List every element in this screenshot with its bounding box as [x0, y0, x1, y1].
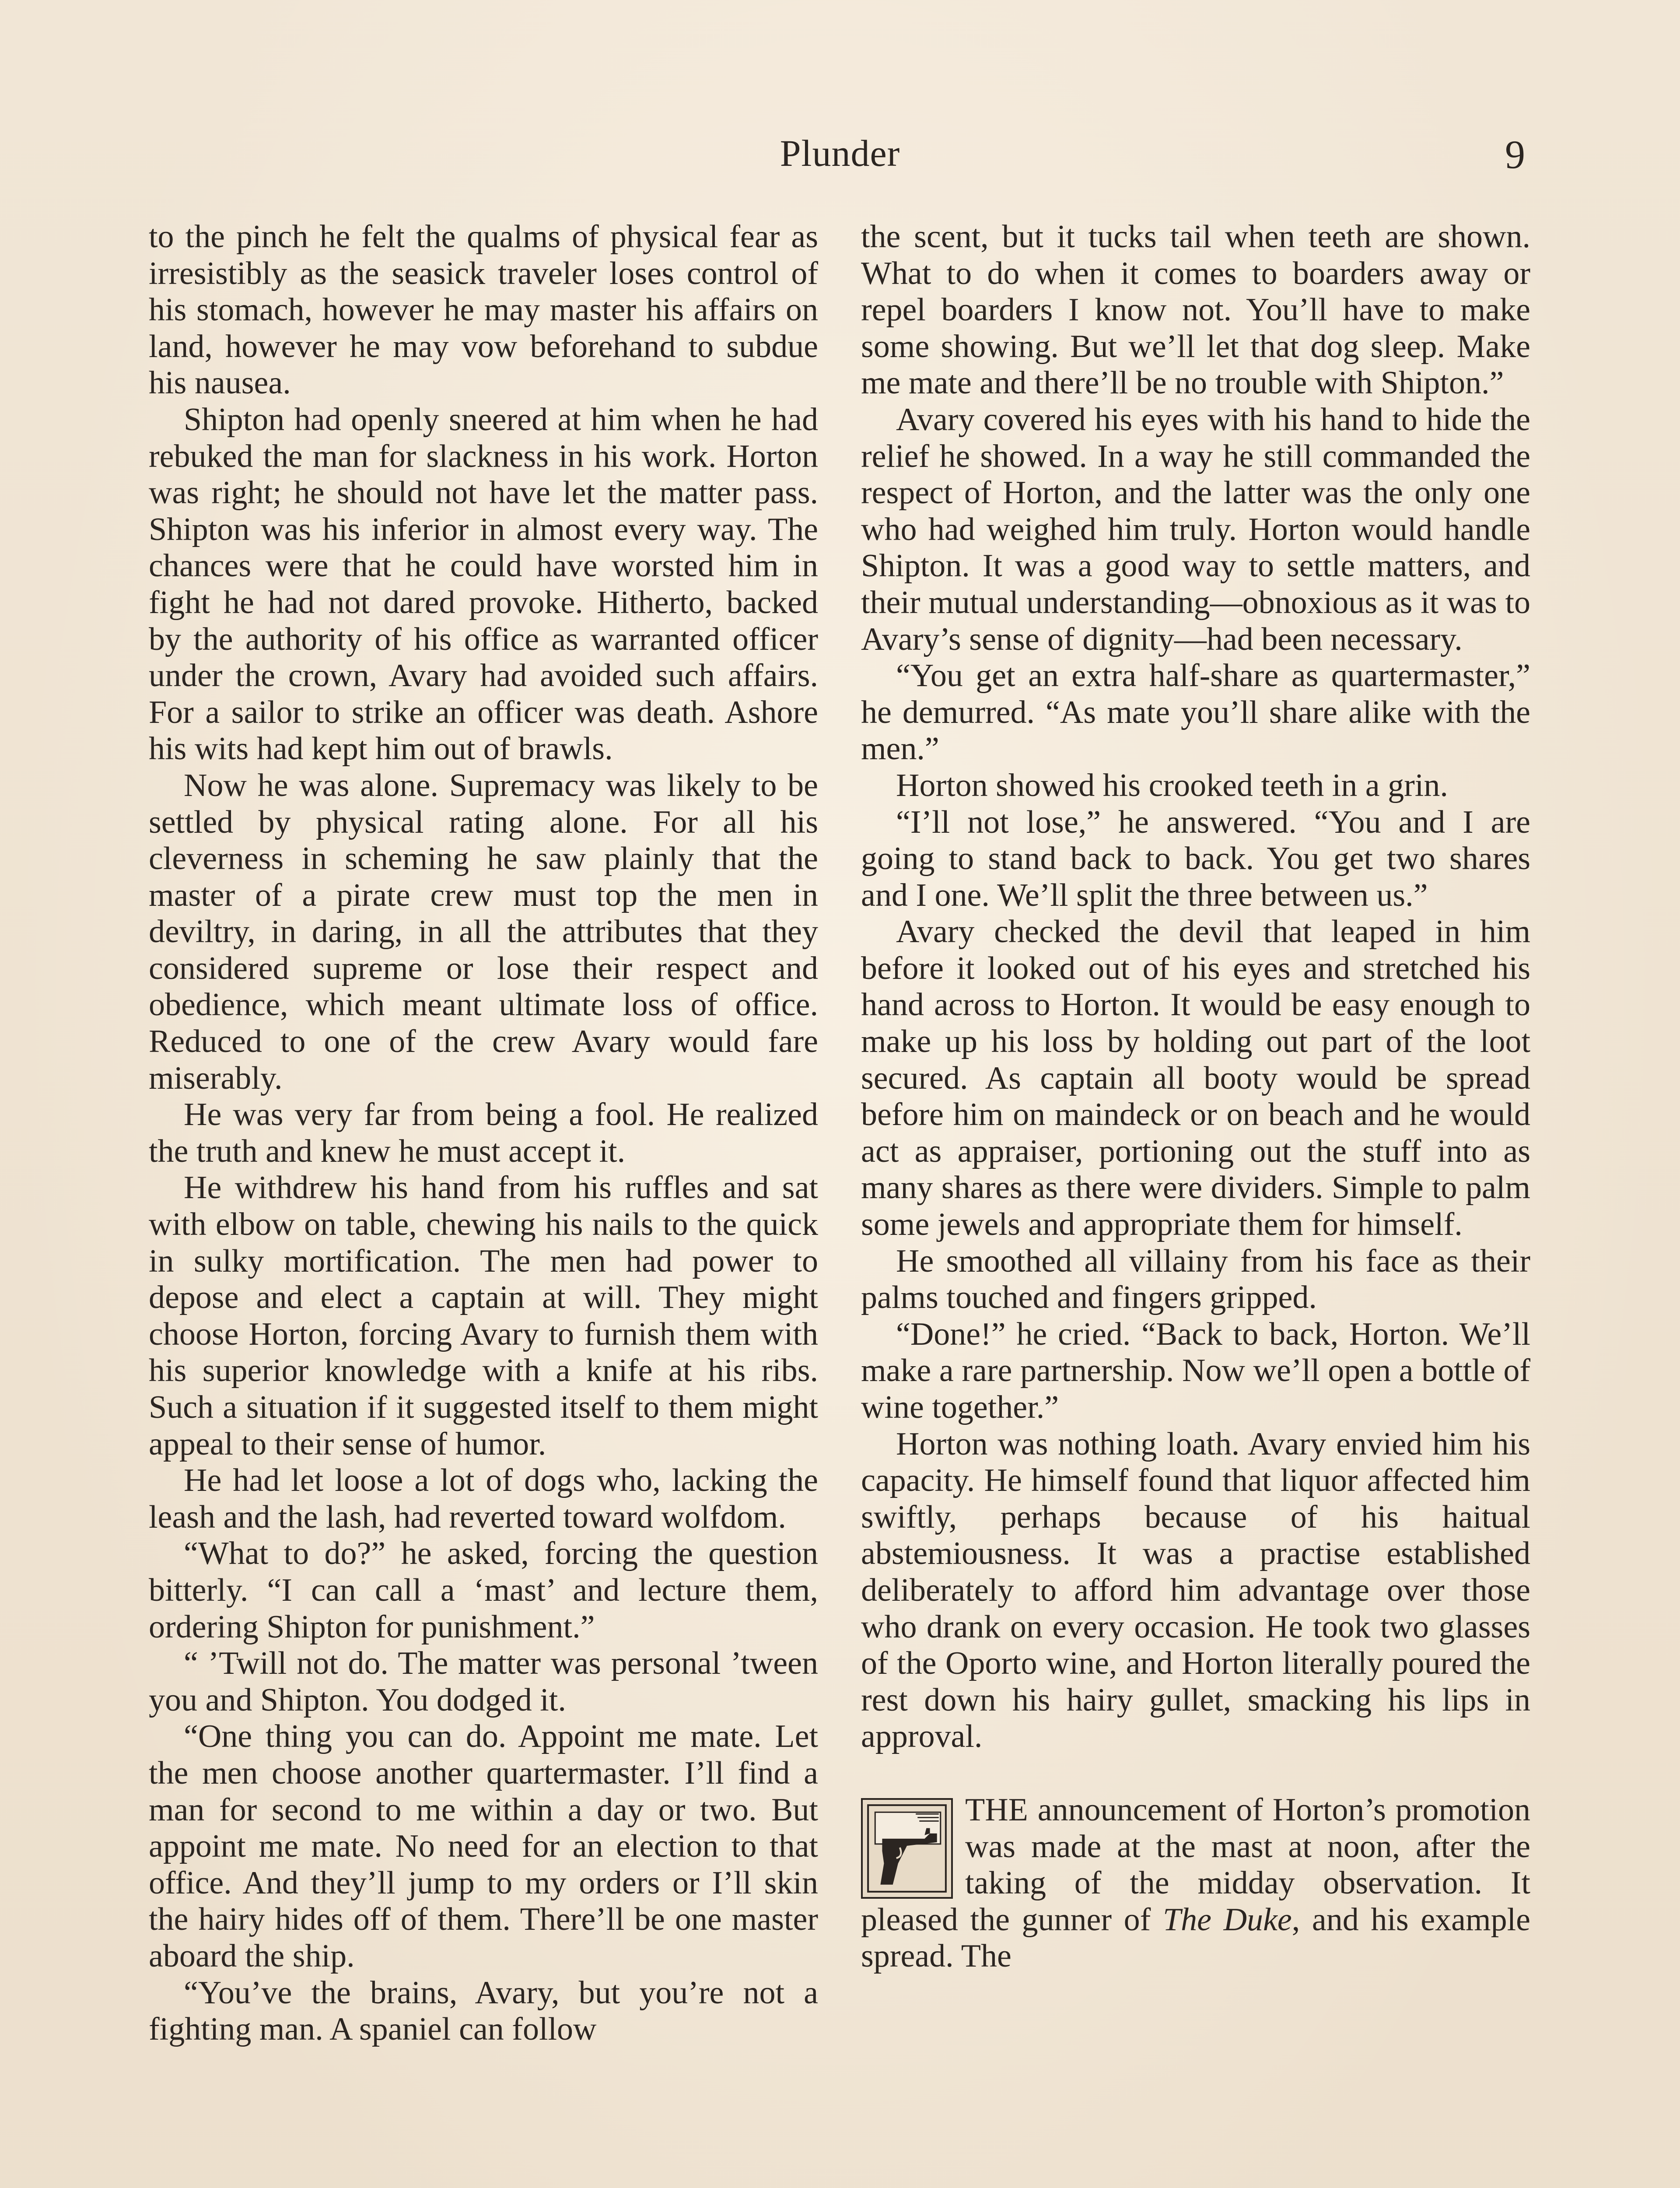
lead-word: THE [965, 1792, 1028, 1828]
paragraph: He was very far from being a fool. He realized the truth and knew he must accept it. [149, 1097, 818, 1169]
paragraph: He withdrew his hand from his ruffles and sat with elbow on table, chewing his nails to the quick in sulky mortification. The men had power to depose and elect a captain at will. They might choose Horton, forcing Avary to furnish them with his superior knowledge with a knife at his ribs. Such a situation if it suggested itself to them might appeal to their sense of humor. [149, 1170, 818, 1462]
pistol-icon [861, 1798, 953, 1899]
section-start [861, 1792, 1530, 1975]
paragraph: Horton showed his crooked teeth in a grin. [896, 767, 1448, 803]
paragraph: Avary covered his eyes with his hand to hide the relief he showed. In a way he still commanded the respect of Horton, and the latter was the only one who had weighed him truly. Horton would handle Shipton. It was a good way to settle matters, and their mutual understanding—obnoxious as it was to Avary’s sense of dignity—had been necessary. [861, 401, 1530, 657]
paragraph: to the pinch he felt the qualms of physical fear as irresistibly as the seasick traveler loses control of his stomach, however he may master his affairs on land, however he may vow beforehand to subdue his nausea. [149, 219, 818, 401]
paragraph: “Done!” he cried. “Back to back, Horton. We’ll make a rare partnership. Now we’ll open a bottle of wine together.” [861, 1316, 1530, 1425]
paragraph: Avary checked the devil that leaped in him before it looked out of his eyes and stretched his hand across to Horton. It would be easy enough to make up his loss by holding out part of the loot secured. As captain all booty would be spread before him on maindeck or on beach and he would act as appraiser, portioning out the stuff into as many shares as there were dividers. Simple to palm some jewels and appropriate them for himself. [861, 914, 1530, 1243]
paragraph: “You get an extra half-share as quartermaster,” he demurred. “As mate you’ll share alike with the men.” [861, 658, 1530, 767]
running-title: Plunder [780, 132, 900, 174]
right-column [861, 219, 1530, 1975]
paragraph: Horton was nothing loath. Avary envied him his capacity. He himself found that liquor affected him swiftly, perhaps because of his haitual abstemiousness. It was a practise established deliberately to afford him advantage over those who drank on every occasion. He took two glasses of the Oporto wine, and Horton literally poured the rest down his hairy gullet, smacking his lips in approval. [861, 1426, 1530, 1755]
ship-name: The Duke [1162, 1901, 1292, 1938]
paragraph: “ ’Twill not do. The matter was personal ’tween you and Shipton. You dodged it. [149, 1645, 818, 1718]
paragraph: He smoothed all villainy from his face as their palms touched and fingers gripped. [861, 1243, 1530, 1316]
section-paragraph [861, 1792, 1530, 1975]
paragraph: “What to do?” he asked, forcing the question bitterly. “I can call a ‘mast’ and lecture them, ordering Shipton for punishment.” [149, 1536, 818, 1645]
paragraph: “I’ll not lose,” he answered. “You and I are going to stand back to back. You get two shares and I one. We’ll split the three between us.” [861, 804, 1530, 913]
section-tail: , and his example spread. The [861, 1901, 1530, 1974]
page-number: 9 [1505, 132, 1525, 177]
paragraph: He had let loose a lot of dogs who, lacking the leash and the lash, had reverted toward wolfdom. [149, 1462, 818, 1535]
paragraph: Shipton had openly sneered at him when he had rebuked the man for slackness in his work. Horton was right; he should not have let the matter pass. Shipton was his inferior in almost every way. The chances were that he could have worsted him in fight he had not dared provoke. Hitherto, backed by the authority of his office as warranted officer under the crown, Avary had avoided such affairs. For a sailor to strike an officer was death. Ashore his wits had kept him out of brawls. [149, 401, 818, 767]
paragraph: Now he was alone. Supremacy was likely to be settled by physical rating alone. For all his cleverness in scheming he saw plainly that the master of a pirate crew must top the men in deviltry, in daring, in all the attributes that they considered supreme or lose their respect and obedience, which meant ultimate loss of office. Reduced to one of the crew Avary would fare miserably. [149, 767, 818, 1096]
paragraph: the scent, but it tucks tail when teeth are shown. What to do when it comes to boarders away or repel boarders I know not. You’ll have to make some showing. But we’ll let that dog sleep. Make me mate and there’ll be no trouble with Shipton.” [861, 219, 1530, 401]
paragraph: “One thing you can do. Appoint me mate. Let the men choose another quartermaster. I’ll find a man for second to me within a day or two. But appoint me mate. No need for an election to that office. And they’ll jump to my orders or I’ll skin the hairy hides off of them. There’ll be one master aboard the ship. [149, 1718, 818, 1974]
left-column [149, 219, 818, 2048]
paragraph: “You’ve the brains, Avary, but you’re not a fighting man. A spaniel can follow [149, 1974, 818, 2048]
section-text: announcement of Horton’s promotion was made at the mast at noon, after the taking of the midday observation. It pleased the gunner of [861, 1792, 1530, 1938]
